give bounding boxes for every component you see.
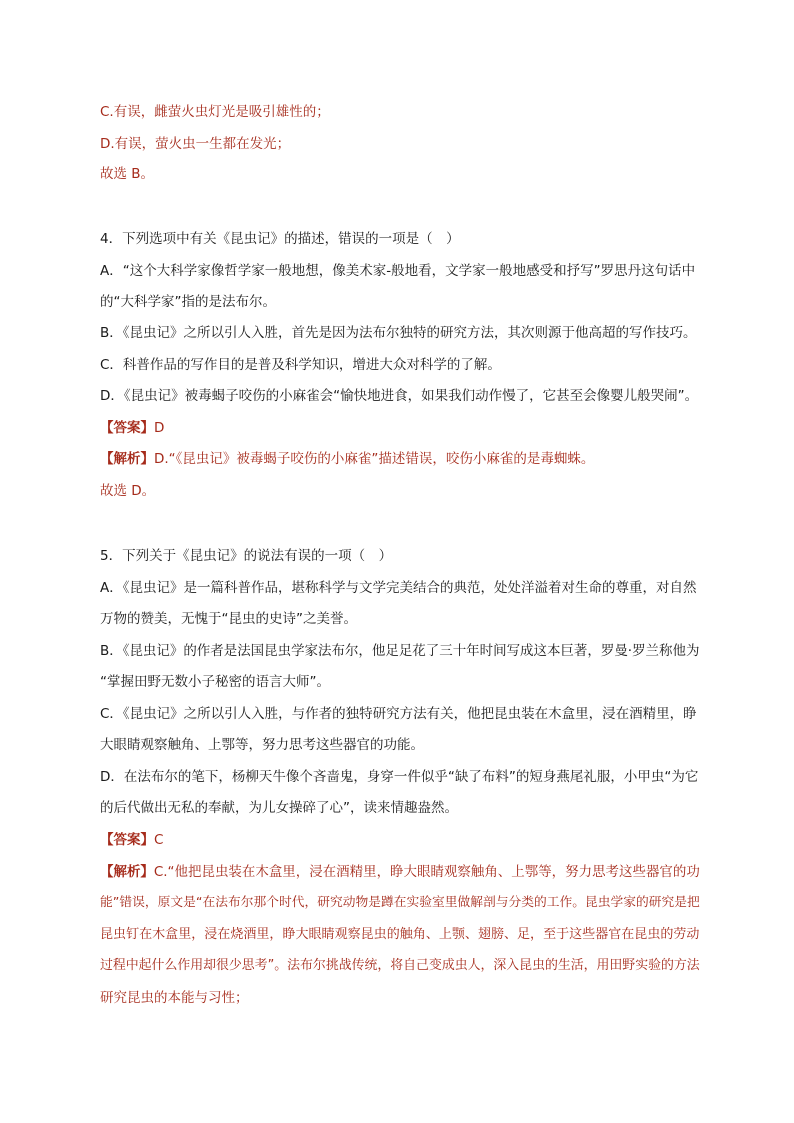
prev-choose: 故选 B。 [100, 166, 155, 182]
q5-option-c-line2: 大眼睛观察触角、上鄂等，努力思考这些器官的功能。 [100, 737, 424, 753]
q4-answer [100, 418, 164, 438]
q5-option-b-line1: B．《昆虫记》的作者是法国昆虫学家法布尔，他足足花了三十年时间写成这本巨著，罗曼·罗兰称他为 [100, 643, 700, 659]
q5-option-b-line2: “掌握田野无数小子秘密的语言大师”。 [100, 674, 330, 690]
q5-answer-value: C [154, 832, 164, 848]
q5-option-d-line1: D．在法布尔的笔下，杨柳天牛像个吝啬鬼，身穿一件似乎“缺了布料”的短身燕尾礼服，小甲虫“为它 [100, 769, 699, 785]
q4-answer-value: D [154, 420, 165, 436]
q5-analysis-line1 [100, 862, 700, 882]
q5-analysis-line3: 昆虫钉在木盒里，浸在烧酒里，睁大眼睛观察昆虫的触角、上颚、翅膀、足，至于这些器官在昆虫的劳动 [100, 927, 700, 942]
q4-analysis-tag: 【解析】 [100, 451, 154, 467]
q4-stem: 4．下列选项中有关《昆虫记》的描述，错误的一项是（ ） [100, 231, 460, 247]
q4-option-a-line1: A．“这个大科学家像哲学家一般地想，像美术家-般地看，文学家一般地感受和抒写”罗思丹这句话中 [100, 263, 696, 279]
q4-analysis [100, 449, 594, 469]
q4-answer-tag: 【答案】 [100, 420, 154, 436]
q5-analysis-line5: 研究昆虫的本能与习性； [100, 990, 249, 1006]
q5-answer-tag: 【答案】 [100, 832, 154, 848]
q5-analysis-tag: 【解析】 [100, 864, 154, 880]
prev-explanation-c: C.有误，雌萤火虫灯光是吸引雄性的； [100, 104, 330, 120]
q5-option-a-line2: 万物的赞美，无愧于“昆虫的史诗”之美誉。 [100, 611, 357, 627]
q5-analysis-text-1: C.“他把昆虫装在木盒里，浸在酒精里，睁大眼睛观察触角、上鄂等，努力思考这些器官的功 [153, 864, 700, 880]
q5-stem: 5．下列关于《昆虫记》的说法有误的一项（ ） [100, 548, 393, 564]
q4-option-d: D．《昆虫记》被毒蝎子咬伤的小麻雀会“愉快地进食，如果我们动作慢了，它甚至会像婴儿般哭闹”。 [100, 388, 699, 404]
q4-analysis-text: D.“《昆虫记》被毒蝎子咬伤的小麻雀”描述错误，咬伤小麻雀的是毒蜘蛛。 [154, 451, 595, 467]
q5-analysis-line4: 过程中起什么作用却很少思考”。法布尔挑战传统，将自己变成虫人，深入昆虫的生活，用田野实验的方法 [100, 958, 700, 973]
q4-choose: 故选 D。 [100, 483, 156, 499]
q5-option-a-line1: A．《昆虫记》是一篇科普作品，堪称科学与文学完美结合的典范，处处洋溢着对生命的尊重，对自然 [100, 580, 697, 596]
q5-analysis-line2: 能”错误，原文是“在法布尔那个时代，研究动物是蹲在实验室里做解剖与分类的工作。昆虫学家的研究是把 [100, 895, 700, 910]
q4-option-b: B．《昆虫记》之所以引人入胜，首先是因为法布尔独特的研究方法，其次则源于他高超的写作技巧。 [100, 325, 697, 341]
q4-option-c: C．科普作品的写作目的是普及科学知识，增进大众对科学的了解。 [100, 357, 501, 373]
prev-explanation-d: D.有误，萤火虫一生都在发光； [100, 136, 291, 152]
q5-option-c-line1: C．《昆虫记》之所以引人入胜，与作者的独特研究方法有关，他把昆虫装在木盒里，浸在酒精里，睁 [100, 706, 697, 722]
q5-option-d-line2: 的后代做出无私的奉献，为儿女操碎了心”，读来情趣盎然。 [100, 800, 458, 816]
q5-answer [100, 830, 163, 850]
q4-option-a-line2: 的“大科学家”指的是法布尔。 [100, 294, 276, 310]
